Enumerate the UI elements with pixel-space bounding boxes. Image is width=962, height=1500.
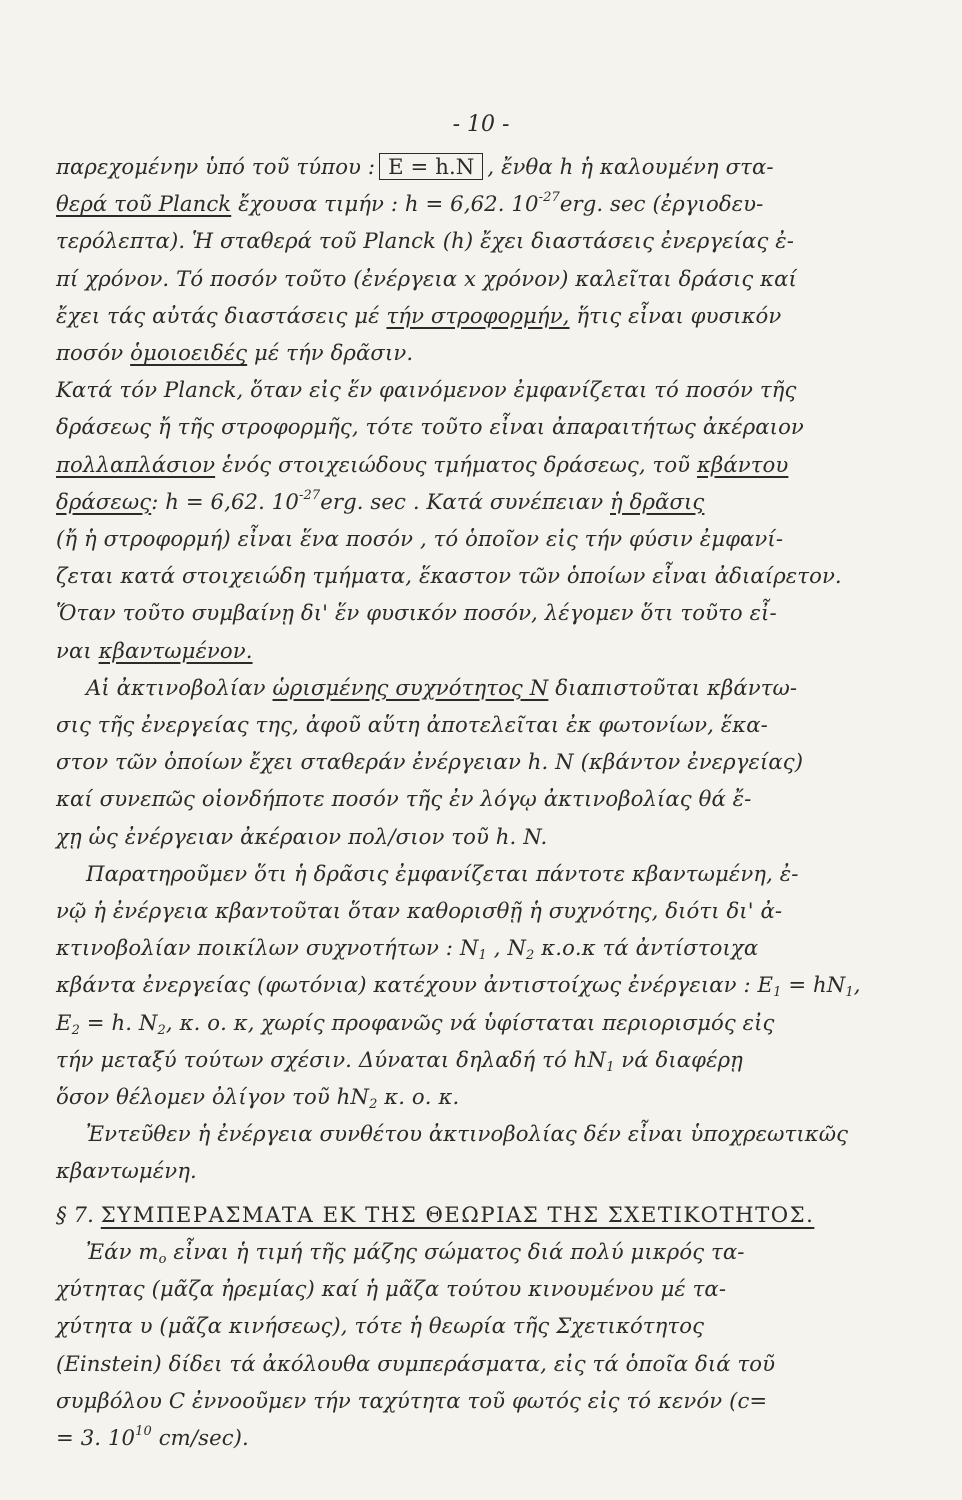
text-fragment: = hN (781, 972, 846, 998)
text-line-33: (Einstein) δίδει τά ἀκόλουθα συμπεράσματα, εἰς τά ὁποῖα διά τοῦ (56, 1350, 776, 1376)
text-line-3: τερόλεπτα). Ἡ σταθερά τοῦ Planck (h) ἔχει διαστάσεις ἐνεργείας ἐ- (56, 228, 794, 254)
text-fragment: , (853, 972, 861, 998)
subscript: 1 (845, 985, 854, 1001)
text-fragment: διαπιστοῦται κβάντω- (548, 674, 798, 700)
section-title: ΣΥΜΠΕΡΑΣΜΑΤΑ ΕΚ ΤΗΣ ΘΕΩΡΙΑΣ ΤΗΣ ΣΧΕΤΙΚΟΤΗΤΟΣ. (100, 1201, 815, 1227)
text-fragment: Αἱ (86, 674, 117, 700)
text-line-17: στον τῶν ὁποίων ἔχει σταθεράν ἐνέργειαν h. N (κβάντον ἐνεργείας) (56, 749, 804, 775)
section-heading (56, 1196, 910, 1233)
page-number: - 10 - (452, 112, 510, 137)
text-fragment: ναι (56, 637, 99, 663)
text-fragment: ἥτις εἶναι φυσικόν (569, 302, 782, 328)
subscript: 2 (157, 1022, 166, 1038)
underlined-term: πολλαπλάσιον (56, 451, 216, 477)
text-line-24 (56, 1004, 910, 1041)
text-line-23 (56, 966, 910, 1003)
text-fragment: κ.ο.κ τά ἀντίστοιχα (534, 935, 759, 961)
underlined-term: κβάντου (697, 451, 789, 477)
subscript: 2 (526, 948, 535, 964)
underlined-term: ὁμοιοειδές (130, 340, 248, 366)
text-line-27: Ἐντεῦθεν ἡ ἐνέργεια συνθέτου ἀκτινοβολίας δέν εἶναι ὑποχρεωτικῶς (86, 1121, 849, 1147)
text-line-28: κβαντωμένη. (56, 1158, 197, 1184)
text-fragment: ἔχουσα τιμήν : h = 6,62. 10 (231, 191, 539, 217)
text-line-34: συμβόλου C ἐννοοῦμεν τήν ταχύτητα τοῦ φωτός εἰς τό κενόν (c= (56, 1387, 768, 1413)
text-fragment: ἔχει τάς αὐτάς διαστάσεις μέ (56, 302, 387, 328)
underlined-term: δράσεως (56, 488, 152, 514)
underlined-term: τήν στροφορμήν, (386, 302, 570, 328)
text-fragment: erg. sec (ἐργιοδευ- (559, 191, 764, 217)
section-number: § 7. (56, 1201, 101, 1227)
subscript: 1 (606, 1059, 615, 1075)
text-line-31: χύτητας (μᾶζα ἠρεμίας) καί ἡ μᾶζα τούτου κινουμένου μέ τα- (56, 1276, 727, 1302)
text-line-6 (56, 334, 910, 371)
text-fragment: κτινοβολίαν ποικίλων συχνοτήτων : N (56, 935, 479, 961)
text-line-25 (56, 1041, 910, 1078)
text-line-7: Κατά τόν Planck, ὅταν εἰς ἕν φαινόμενον ἐμφανίζεται τό ποσόν τῆς (56, 377, 797, 403)
text-line-12: ζεται κατά στοιχειώδη τμήματα, ἕκαστον τῶν ὁποίων εἶναι ἀδιαίρετον. (56, 563, 842, 589)
underlined-term: ὡρισμένης συχνότητος N (272, 674, 549, 700)
text-fragment: ποσόν (56, 340, 131, 366)
text-fragment: ὅσον θέλομεν ὀλίγον τοῦ hN (56, 1084, 370, 1110)
text-fragment: εἶναι ἡ τιμή τῆς μάζης σώματος διά πολύ μικρός τα- (166, 1238, 745, 1264)
text-line-14 (56, 632, 910, 669)
subscript: o (158, 1251, 167, 1267)
text-line-1 (56, 148, 910, 185)
text-line-22 (56, 929, 910, 966)
text-line-13: Ὅταν τοῦτο συμβαίνῃ δι' ἕν φυσικόν ποσόν, λέγομεν ὅτι τοῦτο εἶ- (56, 600, 777, 626)
text-line-5 (56, 297, 910, 334)
text-line-18: καί συνεπῶς οἱονδήποτε ποσόν τῆς ἐν λόγῳ ἀκτινοβολίας θά ἔ- (56, 786, 752, 812)
text-fragment: παρεχομένην ὑπό τοῦ τύπου : (56, 154, 376, 179)
text-fragment: , N (486, 935, 527, 961)
text-line-21: νῷ ἡ ἐνέργεια κβαντοῦται ὅταν καθορισθῇ ἡ συχνότης, διότι δι' ἀ- (56, 898, 783, 924)
text-fragment: , ἔνθα h ἡ καλουμένη στα- (487, 154, 774, 179)
subscript: 2 (71, 1022, 80, 1038)
text-fragment: cm/sec). (151, 1424, 249, 1450)
text-fragment: = h. N (79, 1009, 158, 1035)
text-fragment: = 3. 10 (56, 1424, 136, 1450)
text-fragment (266, 675, 273, 700)
text-line-35 (56, 1419, 910, 1456)
text-fragment: erg. sec . Κατά συνέπειαν (320, 488, 611, 514)
text-fragment: E (56, 1009, 72, 1035)
text-fragment: Ἐάν m (86, 1238, 159, 1264)
text-fragment: ἑνός στοιχειώδους τμήματος δράσεως, τοῦ (215, 451, 697, 477)
text-line-10 (56, 483, 910, 520)
text-fragment: τήν μεταξύ τούτων σχέσιν. Δύναται δηλαδή τό hN (56, 1046, 607, 1072)
exponent: -27 (538, 190, 560, 206)
page-body (56, 148, 910, 1456)
text-fragment: κ. ο. κ. (377, 1084, 460, 1110)
subscript: 1 (478, 948, 487, 964)
exponent: -27 (298, 487, 321, 503)
underlined-term: θερά τοῦ Planck (56, 191, 232, 217)
text-fragment: , κ. ο. κ, χωρίς προφανῶς νά ὑφίσταται περιορισμός εἰς (165, 1009, 775, 1035)
text-line-8: δράσεως ἤ τῆς στροφορμῆς, τότε τοῦτο εἶναι ἀπαραιτήτως ἀκέραιον (56, 414, 804, 440)
text-line-19: χῃ ὡς ἐνέργειαν ἀκέραιον πολ/σιον τοῦ h. N. (56, 823, 548, 849)
text-line-32: χύτητα υ (μᾶζα κινήσεως), τότε ἡ θεωρία τῆς Σχετικότητος (56, 1313, 705, 1339)
text-fragment: κβάντα ἐνεργείας (φωτόνια) κατέχουν ἀντιστοίχως ἐνέργειαν : E (56, 972, 774, 998)
text-line-2 (56, 185, 910, 222)
text-fragment: : h = 6,62. 10 (151, 488, 299, 514)
text-line-11: (ἤ ἡ στροφορμή) εἶναι ἕνα ποσόν , τό ὁποῖον εἰς τήν φύσιν ἐμφανί- (56, 526, 784, 552)
underlined-term: ἡ δρᾶσις (610, 488, 705, 514)
subscript: 1 (773, 985, 782, 1001)
text-line-20: Παρατηροῦμεν ὅτι ἡ δρᾶσις ἐμφανίζεται πάντοτε κβαντωμένη, ἐ- (86, 860, 799, 886)
text-fragment: μέ τήν δρᾶσιν. (247, 340, 414, 366)
subscript: 2 (369, 1097, 378, 1113)
text-line-16: σις τῆς ἐνεργείας της, ἀφοῦ αὕτη ἀποτελεῖται ἐκ φωτονίων, ἕκα- (56, 712, 768, 738)
exponent: 10 (135, 1423, 152, 1439)
text-line-15 (56, 669, 910, 706)
text-line-4: πί χρόνον. Τό ποσόν τοῦτο (ἐνέργεια x χρόνον) καλεῖται δράσις καί (56, 265, 797, 291)
text-line-30 (56, 1233, 910, 1270)
text-line-9 (56, 446, 910, 483)
text-fragment: ἀκτινοβολίαν (116, 674, 266, 700)
text-line-26 (56, 1078, 910, 1115)
underlined-term: κβαντωμένον. (98, 637, 253, 663)
text-fragment: νά διαφέρῃ (614, 1046, 743, 1072)
planck-formula-box: E = h.N (379, 153, 483, 180)
